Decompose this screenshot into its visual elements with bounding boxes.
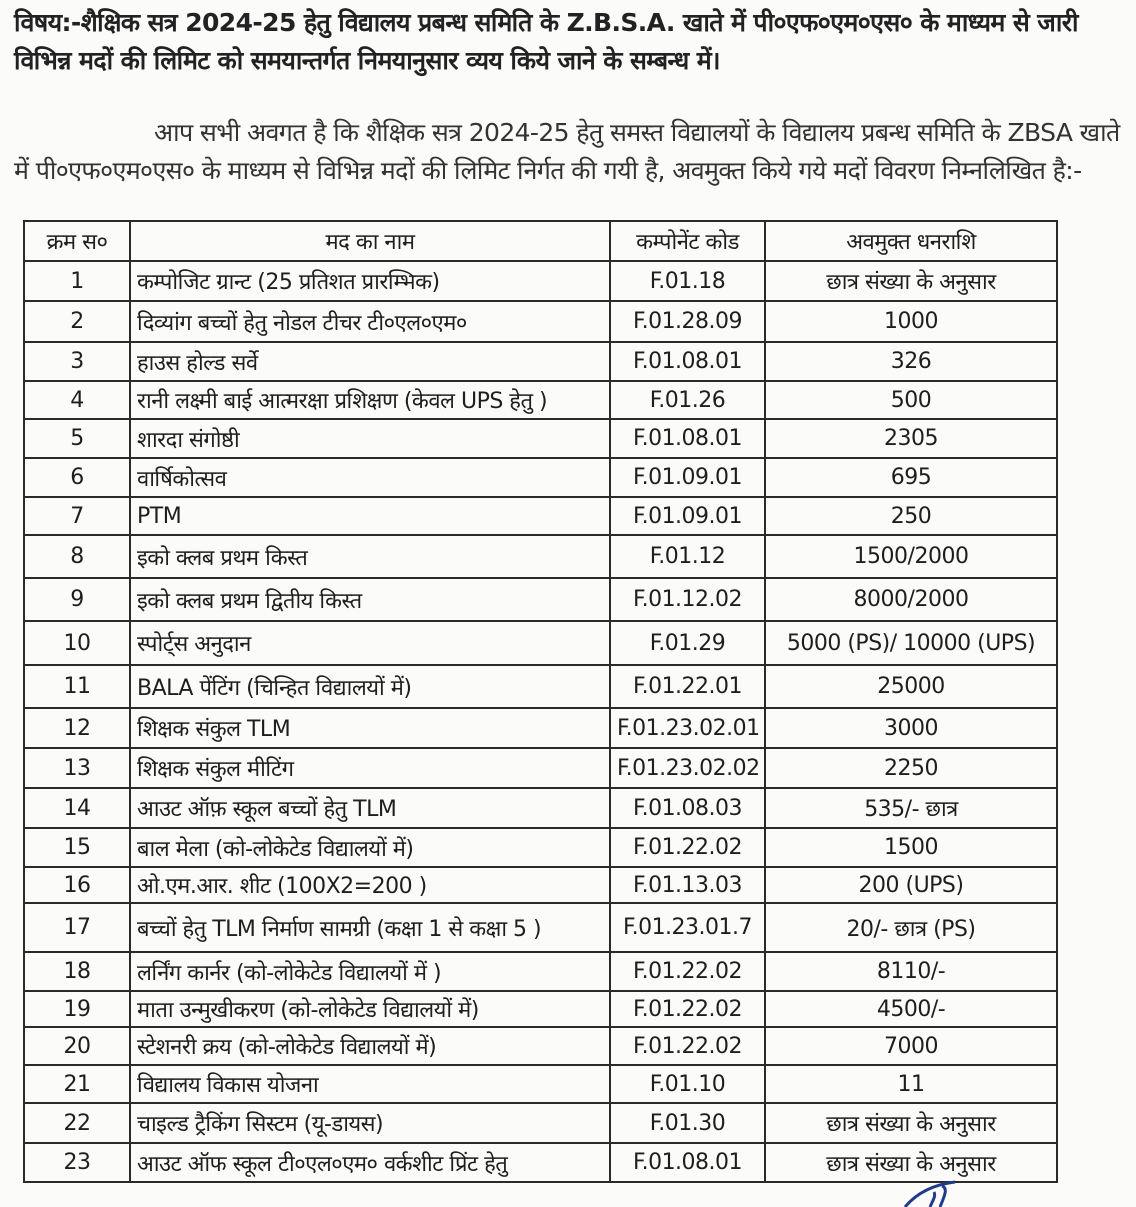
item-name-cell: दिव्यांग बच्चों हेतु नोडल टीचर टी०एल०एम० — [130, 301, 610, 342]
header-released-amount: अवमुक्त धनराशि — [765, 221, 1057, 261]
amount-cell: 250 — [765, 497, 1057, 535]
serial-cell: 8 — [24, 535, 130, 578]
allocation-table — [23, 220, 1058, 1183]
serial-cell: 1 — [24, 261, 130, 301]
serial-cell: 14 — [24, 788, 130, 828]
item-name-cell: विद्यालय विकास योजना — [130, 1065, 610, 1103]
component-code-cell: F.01.08.01 — [610, 342, 765, 381]
table-row — [24, 381, 1057, 419]
component-code-cell: F.01.22.01 — [610, 665, 765, 708]
item-name-cell: आउट ऑफ स्कूल टी०एल०एम० वर्कशीट प्रिंट हेतु — [130, 1143, 610, 1182]
item-name-cell: ओ.एम.आर. शीट (100X2=200 ) — [130, 867, 610, 903]
component-code-cell: F.01.22.02 — [610, 991, 765, 1027]
amount-cell: 695 — [765, 458, 1057, 497]
amount-cell: 2305 — [765, 419, 1057, 458]
amount-cell: 200 (UPS) — [765, 867, 1057, 903]
component-code-cell: F.01.22.02 — [610, 952, 765, 991]
signature-mark — [900, 1180, 980, 1207]
serial-cell: 2 — [24, 301, 130, 342]
item-name-cell: इको क्लब प्रथम द्वितीय किस्त — [130, 578, 610, 621]
table-body — [24, 261, 1057, 1182]
component-code-cell: F.01.18 — [610, 261, 765, 301]
component-code-cell: F.01.23.01.7 — [610, 903, 765, 952]
item-name-cell: चाइल्ड ट्रैकिंग सिस्टम (यू-डायस) — [130, 1103, 610, 1143]
table-row — [24, 497, 1057, 535]
amount-cell: छात्र संख्या के अनुसार — [765, 261, 1057, 301]
item-name-cell: वार्षिकोत्सव — [130, 458, 610, 497]
amount-cell: 8110/- — [765, 952, 1057, 991]
component-code-cell: F.01.22.02 — [610, 1027, 765, 1065]
serial-cell: 12 — [24, 708, 130, 748]
table-row — [24, 419, 1057, 458]
serial-cell: 6 — [24, 458, 130, 497]
item-name-cell: शारदा संगोष्ठी — [130, 419, 610, 458]
table-row — [24, 867, 1057, 903]
component-code-cell: F.01.12 — [610, 535, 765, 578]
amount-cell: छात्र संख्या के अनुसार — [765, 1103, 1057, 1143]
header-serial: क्रम स० — [24, 221, 130, 261]
amount-cell: 500 — [765, 381, 1057, 419]
header-component-code: कम्पोनेंट कोड — [610, 221, 765, 261]
serial-cell: 5 — [24, 419, 130, 458]
component-code-cell: F.01.23.02.02 — [610, 748, 765, 788]
table-row — [24, 1143, 1057, 1182]
table-row — [24, 535, 1057, 578]
serial-cell: 20 — [24, 1027, 130, 1065]
table-row — [24, 1103, 1057, 1143]
component-code-cell: F.01.08.01 — [610, 1143, 765, 1182]
table-row — [24, 458, 1057, 497]
table-row — [24, 1027, 1057, 1065]
signature-stroke — [905, 1182, 955, 1207]
table-row — [24, 828, 1057, 867]
item-name-cell: शिक्षक संकुल मीटिंग — [130, 748, 610, 788]
table-row — [24, 1065, 1057, 1103]
component-code-cell: F.01.10 — [610, 1065, 765, 1103]
amount-cell: 11 — [765, 1065, 1057, 1103]
amount-cell: 326 — [765, 342, 1057, 381]
table-row — [24, 342, 1057, 381]
component-code-cell: F.01.23.02.01 — [610, 708, 765, 748]
table-row — [24, 903, 1057, 952]
item-name-cell: माता उन्मुखीकरण (को-लोकेटेड विद्यालयों में) — [130, 991, 610, 1027]
table-row — [24, 991, 1057, 1027]
component-code-cell: F.01.09.01 — [610, 458, 765, 497]
amount-cell: 2250 — [765, 748, 1057, 788]
amount-cell: 7000 — [765, 1027, 1057, 1065]
intro-paragraph — [14, 114, 1124, 190]
item-name-cell: PTM — [130, 497, 610, 535]
item-name-cell: हाउस होल्ड सर्वे — [130, 342, 610, 381]
serial-cell: 9 — [24, 578, 130, 621]
serial-cell: 21 — [24, 1065, 130, 1103]
item-name-cell: बच्चों हेतु TLM निर्माण सामग्री (कक्षा 1 से कक्षा 5 ) — [130, 903, 610, 952]
table-row — [24, 578, 1057, 621]
item-name-cell: रानी लक्ष्मी बाई आत्मरक्षा प्रशिक्षण (केवल UPS हेतु ) — [130, 381, 610, 419]
component-code-cell: F.01.12.02 — [610, 578, 765, 621]
serial-cell: 17 — [24, 903, 130, 952]
amount-cell: 8000/2000 — [765, 578, 1057, 621]
table-row — [24, 261, 1057, 301]
component-code-cell: F.01.26 — [610, 381, 765, 419]
serial-cell: 3 — [24, 342, 130, 381]
item-name-cell: लर्निंग कार्नर (को-लोकेटेड विद्यालयों में ) — [130, 952, 610, 991]
item-name-cell: कम्पोजिट ग्रान्ट (25 प्रतिशत प्रारम्भिक) — [130, 261, 610, 301]
amount-cell: 535/- छात्र — [765, 788, 1057, 828]
item-name-cell: इको क्लब प्रथम किस्त — [130, 535, 610, 578]
table-row — [24, 665, 1057, 708]
amount-cell: 5000 (PS)/ 10000 (UPS) — [765, 621, 1057, 665]
item-name-cell: आउट ऑफ़ स्कूल बच्चों हेतु TLM — [130, 788, 610, 828]
component-code-cell: F.01.29 — [610, 621, 765, 665]
component-code-cell: F.01.08.03 — [610, 788, 765, 828]
intro-text: आप सभी अवगत है कि शैक्षिक सत्र 2024-25 हेतु समस्त विद्यालयों के विद्यालय प्रबन्ध समिति के ZBSA खाते में पी०एफ०एम०एस० के माध्यम से विभिन्न मदों की लिमिट निर्गत की गयी है, अवमुक्त किये गये मदों विवरण निम्नलिखित है:- — [14, 118, 1120, 185]
header-item-name: मद का नाम — [130, 221, 610, 261]
serial-cell: 23 — [24, 1143, 130, 1182]
table-row — [24, 708, 1057, 748]
subject-heading: विषय:-शैक्षिक सत्र 2024-25 हेतु विद्यालय प्रबन्ध समिति के Z.B.S.A. खाते में पी०एफ०एम०एस० के माध्यम से जारी विभिन्न मदों की लिमिट को समयान्तर्गत निमयानुसार व्यय किये जाने के सम्बन्ध में। — [14, 8, 1078, 75]
amount-cell: 25000 — [765, 665, 1057, 708]
table-row — [24, 952, 1057, 991]
table-row — [24, 788, 1057, 828]
amount-cell: 3000 — [765, 708, 1057, 748]
table-header-row — [24, 221, 1057, 261]
amount-cell: छात्र संख्या के अनुसार — [765, 1143, 1057, 1182]
amount-cell: 1000 — [765, 301, 1057, 342]
serial-cell: 22 — [24, 1103, 130, 1143]
component-code-cell: F.01.28.09 — [610, 301, 765, 342]
serial-cell: 7 — [24, 497, 130, 535]
item-name-cell: बाल मेला (को-लोकेटेड विद्यालयों में) — [130, 828, 610, 867]
component-code-cell: F.01.22.02 — [610, 828, 765, 867]
serial-cell: 18 — [24, 952, 130, 991]
amount-cell: 4500/- — [765, 991, 1057, 1027]
table-row — [24, 748, 1057, 788]
serial-cell: 4 — [24, 381, 130, 419]
item-name-cell: स्टेशनरी क्रय (को-लोकेटेड विद्यालयों में) — [130, 1027, 610, 1065]
amount-cell: 1500 — [765, 828, 1057, 867]
serial-cell: 16 — [24, 867, 130, 903]
serial-cell: 10 — [24, 621, 130, 665]
item-name-cell: शिक्षक संकुल TLM — [130, 708, 610, 748]
item-name-cell: स्पोर्ट्स अनुदान — [130, 621, 610, 665]
component-code-cell: F.01.09.01 — [610, 497, 765, 535]
table-row — [24, 621, 1057, 665]
serial-cell: 19 — [24, 991, 130, 1027]
item-name-cell: BALA पेंटिंग (चिन्हित विद्यालयों में) — [130, 665, 610, 708]
amount-cell: 20/- छात्र (PS) — [765, 903, 1057, 952]
component-code-cell: F.01.13.03 — [610, 867, 765, 903]
amount-cell: 1500/2000 — [765, 535, 1057, 578]
serial-cell: 13 — [24, 748, 130, 788]
component-code-cell: F.01.08.01 — [610, 419, 765, 458]
table-row — [24, 301, 1057, 342]
serial-cell: 11 — [24, 665, 130, 708]
serial-cell: 15 — [24, 828, 130, 867]
component-code-cell: F.01.30 — [610, 1103, 765, 1143]
